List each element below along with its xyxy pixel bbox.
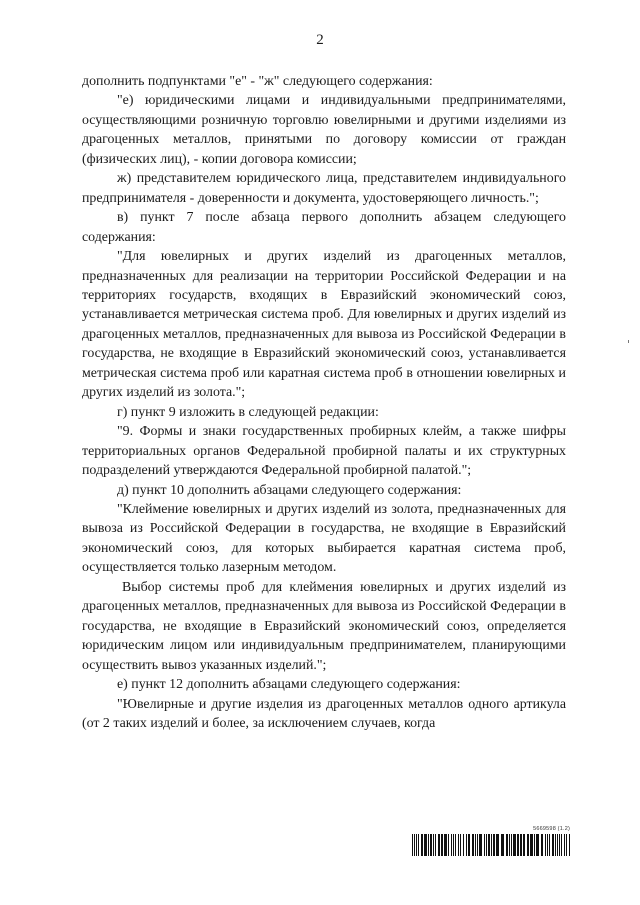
barcode-bar — [444, 834, 447, 856]
barcode-bar — [435, 834, 436, 856]
barcode-bar — [475, 834, 476, 856]
barcode-bar — [552, 834, 554, 856]
barcode-bar — [472, 834, 474, 856]
barcode-bar — [477, 834, 478, 856]
paragraph-item-v: в) пункт 7 после абзаца первого дополнить абзацем следующего содержания: — [82, 210, 566, 245]
barcode-bar — [517, 834, 519, 856]
barcode-bar — [466, 834, 467, 856]
paragraph-item-d-text-1: "Клеймение ювелирных и других изделий из золота, предназначенных для вывоза из Российской Федерации в государства, не входящие в Евразийский экономический союз, для которых выбирается каратная система проб, осуществляется только лазерным методом. — [82, 501, 566, 576]
barcode-bar — [451, 834, 452, 856]
barcode-bar — [559, 834, 560, 856]
paragraph-subpoint-zh: ж) представителем юридического лица, представителем индивидуального предпринимателя - доверенности и документа, удостоверяющего личность."; — [82, 171, 566, 206]
paragraph-item-e-text: "Ювелирные и другие изделия из драгоценных металлов одного артикула (от 2 таких изделий и более, за исключением случаев, когда — [82, 696, 566, 731]
barcode-bar — [491, 834, 492, 856]
barcode-bar — [545, 834, 546, 856]
barcode-bar — [448, 834, 449, 856]
scan-mark — [628, 340, 629, 343]
barcode-bar — [468, 834, 470, 856]
barcode-bar — [479, 834, 482, 856]
barcode-bar — [428, 834, 429, 856]
barcode-bar — [460, 834, 461, 856]
page-number: 2 — [316, 32, 324, 48]
barcode-bar — [547, 834, 548, 856]
barcode-bar — [520, 834, 522, 856]
barcode-bar — [513, 834, 516, 856]
paragraph-intro: дополнить подпунктами "е" - "ж" следующего содержания: — [82, 74, 433, 89]
barcode-bar — [424, 834, 427, 856]
barcode-bar — [536, 834, 539, 856]
barcode-bar — [414, 834, 415, 856]
barcode-bar — [412, 834, 413, 856]
barcode-bar — [530, 834, 533, 856]
barcode-bar — [453, 834, 454, 856]
barcode-bar — [557, 834, 558, 856]
barcode-bar — [549, 834, 550, 856]
paragraph-item-v-text: "Для ювелирных и других изделий из драгоценных металлов, предназначенных для реализации на территории Российской Федерации и на территориях государств, входящих в Евразийский экономический союз, устанавливается метрическая система проб. Для ювелирных и других изделий из драгоценных металлов, предназначенных для вывоза из Российской Федерации в государства, не входящие в Евразийский экономический союз, устанавливается метрическая система проб или каратная система проб в отношении ювелирных и других изделий из золота."; — [82, 249, 566, 401]
barcode-bar — [455, 834, 456, 856]
barcode-bar — [555, 834, 556, 856]
barcode-bar — [418, 834, 419, 856]
barcode-bar — [534, 834, 535, 856]
barcode-bar — [433, 834, 434, 856]
barcode-bar — [463, 834, 464, 856]
barcode-bar — [438, 834, 440, 856]
barcode-bar — [484, 834, 485, 856]
barcode-bar — [527, 834, 529, 856]
barcode-bar — [458, 834, 459, 856]
barcode-bar — [493, 834, 495, 856]
barcode-bar — [561, 834, 562, 856]
barcode-bar — [416, 834, 417, 856]
paragraph-subpoint-e: "е) юридическими лицами и индивидуальными предпринимателями, осуществляющими розничную торговлю ювелирными и другими изделиями из драгоценных металлов, принятыми по договору комиссии от граждан (физических лиц), - копии договора комиссии; — [82, 93, 566, 167]
barcode-bar — [430, 834, 432, 856]
barcode-bar — [569, 834, 570, 856]
paragraph-item-g-text: "9. Формы и знаки государственных пробирных клейм, а также шифры территориальных органов Федеральной пробирной палаты и их структурных подразделений утверждаются Федеральной пробирной палатой."; — [82, 424, 566, 479]
barcode-bar — [496, 834, 499, 856]
paragraph-item-g: г) пункт 9 изложить в следующей редакции: — [117, 404, 379, 420]
barcode-bar — [441, 834, 443, 856]
barcode-bar — [486, 834, 487, 856]
paragraph-item-d: д) пункт 10 дополнить абзацами следующего содержания: — [117, 482, 462, 498]
barcode-graphic — [412, 834, 570, 856]
barcode-bar — [488, 834, 490, 856]
paragraph-item-e: е) пункт 12 дополнить абзацами следующего содержания: — [117, 677, 461, 693]
document-barcode — [412, 826, 570, 862]
barcode-bar — [509, 834, 510, 856]
barcode-bar — [421, 834, 423, 856]
barcode-label: 5669598 (1.2) — [533, 826, 570, 832]
barcode-bar — [511, 834, 512, 856]
barcode-bar — [566, 834, 567, 856]
paragraph-item-d-text-2: Выбор системы проб для клеймения ювелирных и других изделий из драгоценных металлов, предназначенных для вывоза из Российской Федерации в государства, не входящие в Евразийский экономический союз, определяется юридическим лицом или индивидуальным предпринимателем, планирующими осуществить вывоз указанных изделий."; — [82, 579, 566, 673]
barcode-bar — [564, 834, 565, 856]
barcode-bar — [506, 834, 508, 856]
document-body — [82, 72, 566, 733]
barcode-bar — [541, 834, 543, 856]
barcode-bar — [523, 834, 525, 856]
barcode-bar — [501, 834, 504, 856]
